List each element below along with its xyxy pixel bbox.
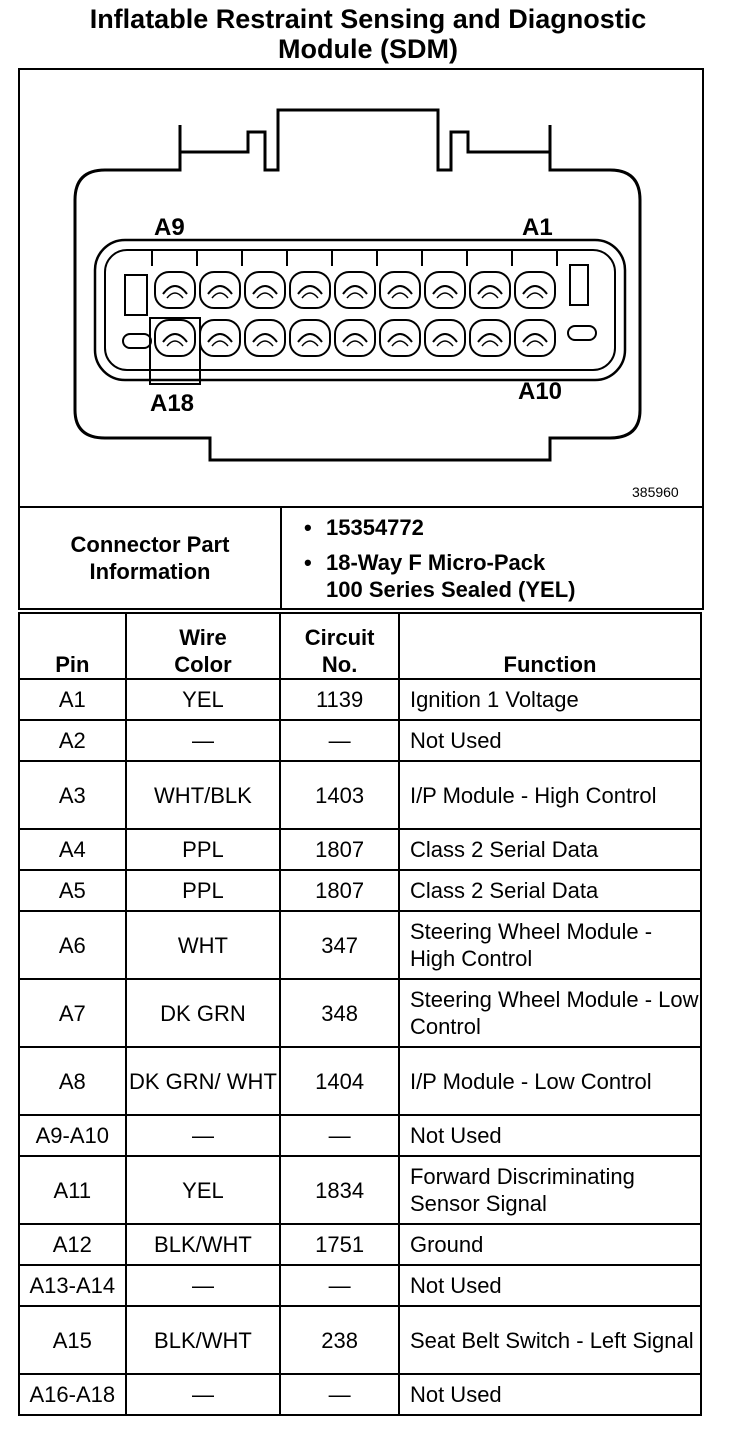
table-row [19,1306,701,1374]
header-wire-color: Wire Color [126,613,281,679]
table-row [19,1047,701,1115]
circuit-cell: 1404 [280,1047,399,1115]
function-cell: Steering Wheel Module - Low Control [399,979,701,1047]
wire-color-cell: PPL [126,870,281,911]
pinout-header-row [19,613,701,679]
function-cell: I/P Module - High Control [399,761,701,829]
pin-cell: A9-A10 [19,1115,126,1156]
table-row [19,1156,701,1224]
circuit-cell: — [280,720,399,761]
pin-cell: A3 [19,761,126,829]
circuit-cell: — [280,1265,399,1306]
pin-cell: A13-A14 [19,1265,126,1306]
table-row [19,829,701,870]
terminal-top-9 [515,272,555,308]
pin-label-a9: A9 [154,214,185,241]
circuit-cell: 1403 [280,761,399,829]
circuit-cell: 238 [280,1306,399,1374]
table-row [19,720,701,761]
connector-cavity-outer [95,240,625,380]
function-cell: Not Used [399,720,701,761]
circuit-cell: 348 [280,979,399,1047]
wire-color-cell: — [126,720,281,761]
connector-diagram [18,68,704,508]
terminal-bottom-3 [245,320,285,356]
wire-color-cell: WHT [126,911,281,979]
header-circuit-no: Circuit No. [280,613,399,679]
wire-color-cell: PPL [126,829,281,870]
terminal-bottom-6 [380,320,420,356]
pin-cell: A15 [19,1306,126,1374]
pin-cell: A2 [19,720,126,761]
table-row [19,1224,701,1265]
circuit-cell: 1807 [280,829,399,870]
terminal-bottom-8 [470,320,510,356]
terminal-top-4 [290,272,330,308]
wire-color-cell: WHT/BLK [126,761,281,829]
connector-info-label-line1: Connector Part [70,532,230,557]
pin-cell: A11 [19,1156,126,1224]
connector-info-label-line2: Information [89,559,211,584]
connector-description-line1: • 18-Way F Micro-Pack [326,549,702,576]
right-peg [568,326,596,340]
left-peg [123,334,151,348]
terminal-top-2 [200,272,240,308]
page-title: Inflatable Restraint Sensing and Diagnostic [89,4,647,34]
figure-number: 385960 [632,484,679,500]
pin-cell: A5 [19,870,126,911]
table-row [19,1115,701,1156]
pin-label-a1: A1 [522,214,553,241]
pin-label-a18: A18 [150,390,195,417]
circuit-cell: 1834 [280,1156,399,1224]
table-row [19,911,701,979]
function-cell: Class 2 Serial Data [399,870,701,911]
function-cell: Ground [399,1224,701,1265]
function-cell: Not Used [399,1265,701,1306]
header-function: Function [399,613,701,679]
table-row [19,1265,701,1306]
table-row [19,1374,701,1415]
wire-color-cell: BLK/WHT [126,1306,281,1374]
function-cell: Not Used [399,1374,701,1415]
terminal-bottom-4 [290,320,330,356]
terminal-bottom-9 [515,320,555,356]
circuit-cell: 1139 [280,679,399,720]
connector-info-details [281,507,703,609]
wire-color-cell: DK GRN/ WHT [126,1047,281,1115]
pin-cell: A4 [19,829,126,870]
wire-color-cell: YEL [126,1156,281,1224]
terminal-top-5 [335,272,375,308]
connector-description-line2: 100 Series Sealed (YEL) [326,576,576,602]
terminal-bottom-1 [155,320,195,356]
function-cell: Forward Discriminating Sensor Signal [399,1156,701,1224]
wire-color-cell: BLK/WHT [126,1224,281,1265]
terminal-bottom-7 [425,320,465,356]
function-cell: Ignition 1 Voltage [399,679,701,720]
pin-cell: A16-A18 [19,1374,126,1415]
circuit-cell: 1807 [280,870,399,911]
pin-label-a10: A10 [518,378,563,405]
page-subtitle: Module (SDM) [278,34,458,64]
circuit-cell: 1751 [280,1224,399,1265]
part-number: • 15354772 [326,514,702,541]
table-row [19,679,701,720]
function-cell: I/P Module - Low Control [399,1047,701,1115]
wire-color-cell: — [126,1374,281,1415]
circuit-cell: 347 [280,911,399,979]
terminal-bottom-5 [335,320,375,356]
right-key-slot [570,265,588,305]
table-row [19,870,701,911]
function-cell: Class 2 Serial Data [399,829,701,870]
connector-info-label [19,507,281,609]
pin-cell: A1 [19,679,126,720]
pin-cell: A8 [19,1047,126,1115]
circuit-cell: — [280,1374,399,1415]
circuit-cell: — [280,1115,399,1156]
function-cell: Not Used [399,1115,701,1156]
wire-color-cell: — [126,1265,281,1306]
table-row [19,761,701,829]
pin-cell: A7 [19,979,126,1047]
pin-cell: A6 [19,911,126,979]
terminal-bottom-2 [200,320,240,356]
pinout-table [18,612,702,1416]
table-row [19,979,701,1047]
left-key-slot [125,275,147,315]
wire-color-cell: DK GRN [126,979,281,1047]
connector-face-drawing [20,70,702,506]
terminal-top-1 [155,272,195,308]
connector-cavity-inner [105,250,615,370]
wire-color-cell: YEL [126,679,281,720]
function-cell: Seat Belt Switch - Left Signal [399,1306,701,1374]
pin-cell: A12 [19,1224,126,1265]
connector-info-table [18,506,704,610]
connector-latch-outline [180,110,550,170]
terminal-top-6 [380,272,420,308]
header-pin: Pin [19,613,126,679]
terminal-top-8 [470,272,510,308]
terminal-top-7 [425,272,465,308]
terminal-top-3 [245,272,285,308]
function-cell: Steering Wheel Module - High Control [399,911,701,979]
wire-color-cell: — [126,1115,281,1156]
